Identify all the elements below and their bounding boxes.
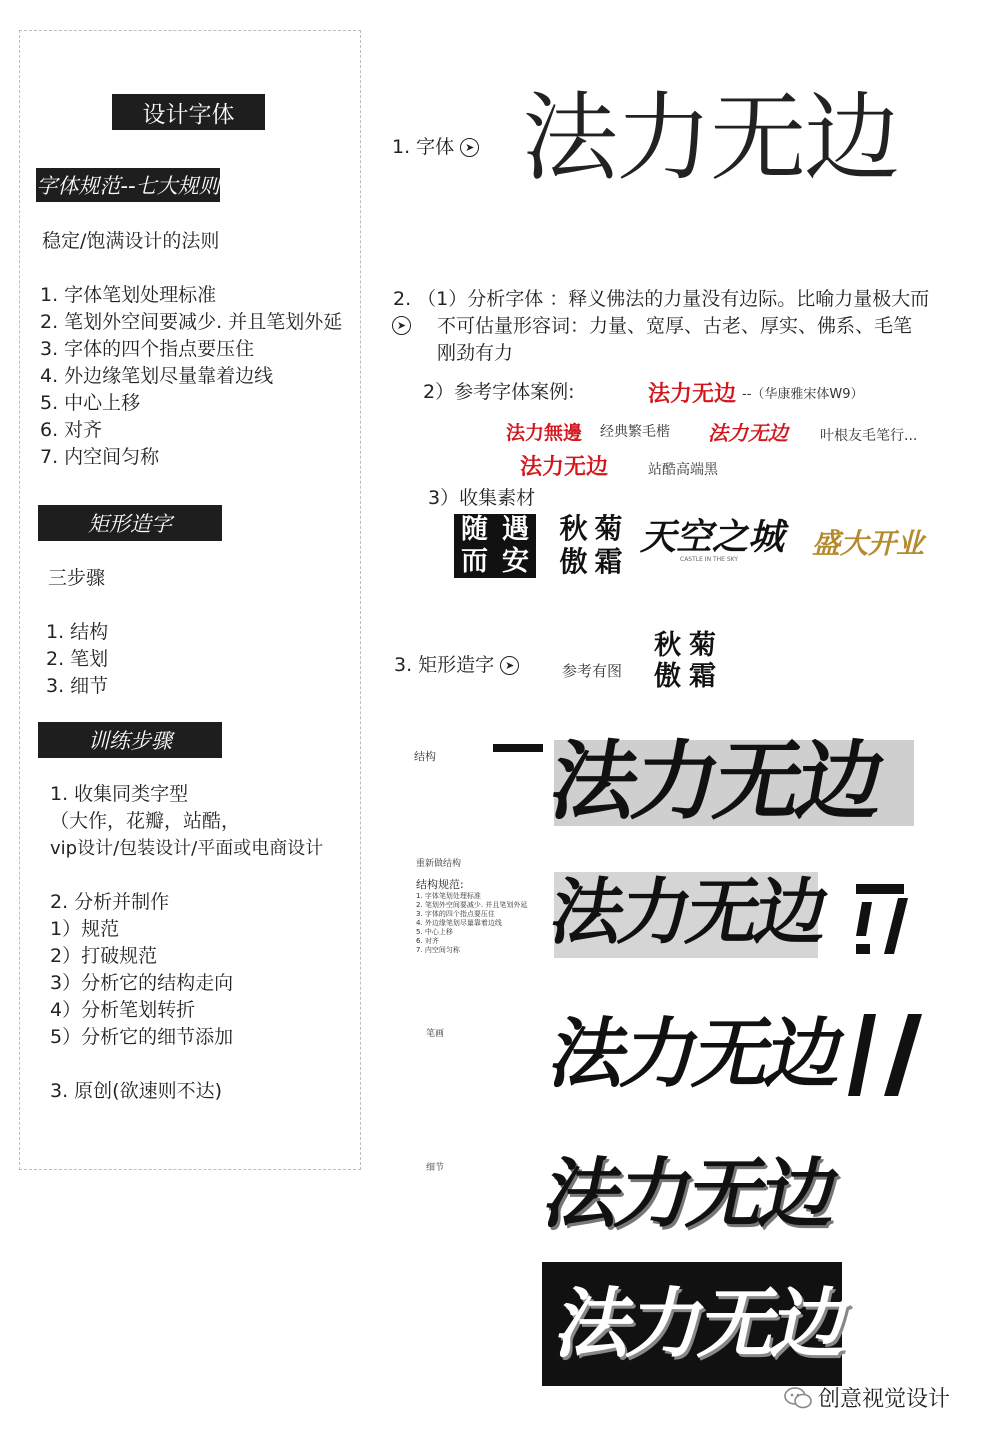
rule-item: 3. 字体的四个指点要压住 <box>40 338 255 360</box>
ref-font-sample-3: 法力无边 <box>708 421 788 445</box>
spec-item: 1. 字体笔划处理标准 <box>416 892 481 900</box>
slash-strokes-icon <box>846 1010 926 1100</box>
rect-header: 矩形造字 <box>38 505 222 541</box>
ref-font-note-3: 叶根友毛笔行... <box>820 428 918 444</box>
train-line: （大作，花瓣，站酷， <box>50 810 241 832</box>
train-line: 4）分析笔划转折 <box>50 999 196 1021</box>
ref-font-note-2: 经典繁毛楷 <box>600 424 670 440</box>
sample-tile-castle <box>640 516 795 574</box>
ref-font-note-1: --（华康雅宋体W9） <box>742 387 864 402</box>
train-line: 1）规范 <box>50 918 120 940</box>
rect-step: 2. 笔划 <box>46 648 109 670</box>
reference-image-label: 参考有图 <box>562 662 623 680</box>
reference-tile-qiuju <box>650 630 720 692</box>
tile-char: 傲 <box>654 660 681 692</box>
rules-intro: 稳定/饱满设计的法则 <box>42 230 220 252</box>
train-line <box>50 862 323 889</box>
ref-font-note-4: 站酷高端黑 <box>648 462 718 478</box>
arrow-right-icon: ➤ <box>392 316 411 335</box>
rule-item: 7. 内空间匀称 <box>40 446 160 468</box>
tile-char: 霜 <box>594 544 623 578</box>
train-line: 1. 收集同类字型 <box>50 783 189 805</box>
spec-item: 7. 内空间匀称 <box>416 946 460 954</box>
sample-tile-suiyu <box>454 514 536 578</box>
rect-step: 1. 结构 <box>46 621 109 643</box>
structure-spec <box>416 876 527 955</box>
restructure-label: 重新做结构 <box>416 859 462 869</box>
tile-char: 遇 <box>502 514 529 545</box>
rect-steps <box>46 619 108 700</box>
ref-font-sample-4: 法力无边 <box>520 455 609 480</box>
rules-list <box>40 282 342 471</box>
rule-item: 6. 对齐 <box>40 419 103 441</box>
arrow-right-icon: ➤ <box>500 656 519 675</box>
restructure-word: 法力无边 <box>544 870 832 954</box>
train-list <box>50 781 323 1105</box>
rect-intro: 三步骤 <box>48 567 106 589</box>
rule-item: 5. 中心上移 <box>40 392 141 414</box>
train-line: 5）分析它的细节添加 <box>50 1026 234 1048</box>
section1-label-text: 1. 字体 <box>392 136 455 158</box>
train-line: 2. 分析并制作 <box>50 891 170 913</box>
rule-item: 1. 字体笔划处理标准 <box>40 284 217 306</box>
tile-char: 秋 <box>559 511 588 545</box>
tile-char: 秋 <box>654 629 681 661</box>
collect-label: 3）收集素材 <box>428 487 536 509</box>
sample-tile-opening: 盛大开业 <box>812 527 925 560</box>
section1-label <box>392 134 479 161</box>
spec-item: 6. 对齐 <box>416 937 439 945</box>
detail-word: 法力无边 <box>536 1149 844 1238</box>
train-line: 2）打破规范 <box>50 945 158 967</box>
arrow-right-icon: ➤ <box>460 138 479 157</box>
watermark <box>784 1382 950 1413</box>
rule-item: 4. 外边缘笔划尽量靠着边线 <box>40 365 274 387</box>
stroke-word: 法力无边 <box>542 1009 850 1098</box>
wechat-icon <box>784 1386 812 1410</box>
structure-word: 法力无边 <box>543 732 889 832</box>
section3-label-text: 3. 矩形造字 <box>394 654 495 676</box>
stroke-sample-bar <box>493 744 543 752</box>
panel-title: 设计字体 <box>112 94 265 130</box>
spec-item: 4. 外边缘笔划尽量靠着边线 <box>416 919 502 927</box>
tile-char: 菊 <box>689 629 716 661</box>
s2-line1: 2. （1）分析字体 ：释义佛法的力量没有边际。比喻力量极大而 <box>393 288 930 310</box>
sample-tile-qiuju <box>556 512 626 578</box>
train-line: vip设计/包装设计/平面或电商设计 <box>50 838 324 859</box>
tile3-text: 天空之城 <box>640 517 785 558</box>
spec-item: 2. 笔划外空间要减少. 并且笔划外延 <box>416 901 528 909</box>
final-word: 法力无边 <box>548 1279 856 1368</box>
tile-char: 霜 <box>689 660 716 692</box>
tile3-small: CASTLE IN THE SKY <box>680 556 739 563</box>
spec-item: 5. 中心上移 <box>416 928 453 936</box>
main-word: 法力无边 <box>522 82 898 194</box>
train-header: 训练步骤 <box>38 722 222 758</box>
train-line <box>50 1051 323 1078</box>
tile-char: 随 <box>461 514 488 545</box>
train-line: 3. 原创(欲速则不达) <box>50 1080 222 1102</box>
structure-label: 结构 <box>414 750 436 763</box>
tile-char: 而 <box>461 546 488 577</box>
rule-item: 2. 笔划外空间要减少. 并且笔划外延 <box>40 311 343 333</box>
tile-char: 菊 <box>594 511 623 545</box>
rect-step: 3. 细节 <box>46 675 109 697</box>
train-line: 3）分析它的结构走向 <box>50 972 234 994</box>
tile-char: 傲 <box>559 544 588 578</box>
tile-char: 安 <box>502 546 529 577</box>
rules-header: 字体规范--七大规则 <box>36 168 220 202</box>
spec-item: 3. 字体的四个指点要压住 <box>416 910 495 918</box>
stroke-fragment-icon <box>850 880 930 960</box>
ref-font-sample-2: 法力無邊 <box>506 422 583 444</box>
stroke-label: 笔画 <box>426 1029 445 1039</box>
watermark-text: 创意视觉设计 <box>818 1387 951 1412</box>
ref-fonts-label: 2）参考字体案例: <box>423 381 575 403</box>
ref-font-sample-1: 法力无边 <box>648 382 737 407</box>
s2-line2: 不可估量形容词：力量、宽厚、古老、厚实、佛系、毛笔 <box>437 315 913 337</box>
section3-label <box>394 652 519 679</box>
detail-label: 细节 <box>426 1163 445 1173</box>
spec-title: 结构规范: <box>416 878 464 891</box>
s2-line3: 刚劲有力 <box>437 342 514 364</box>
